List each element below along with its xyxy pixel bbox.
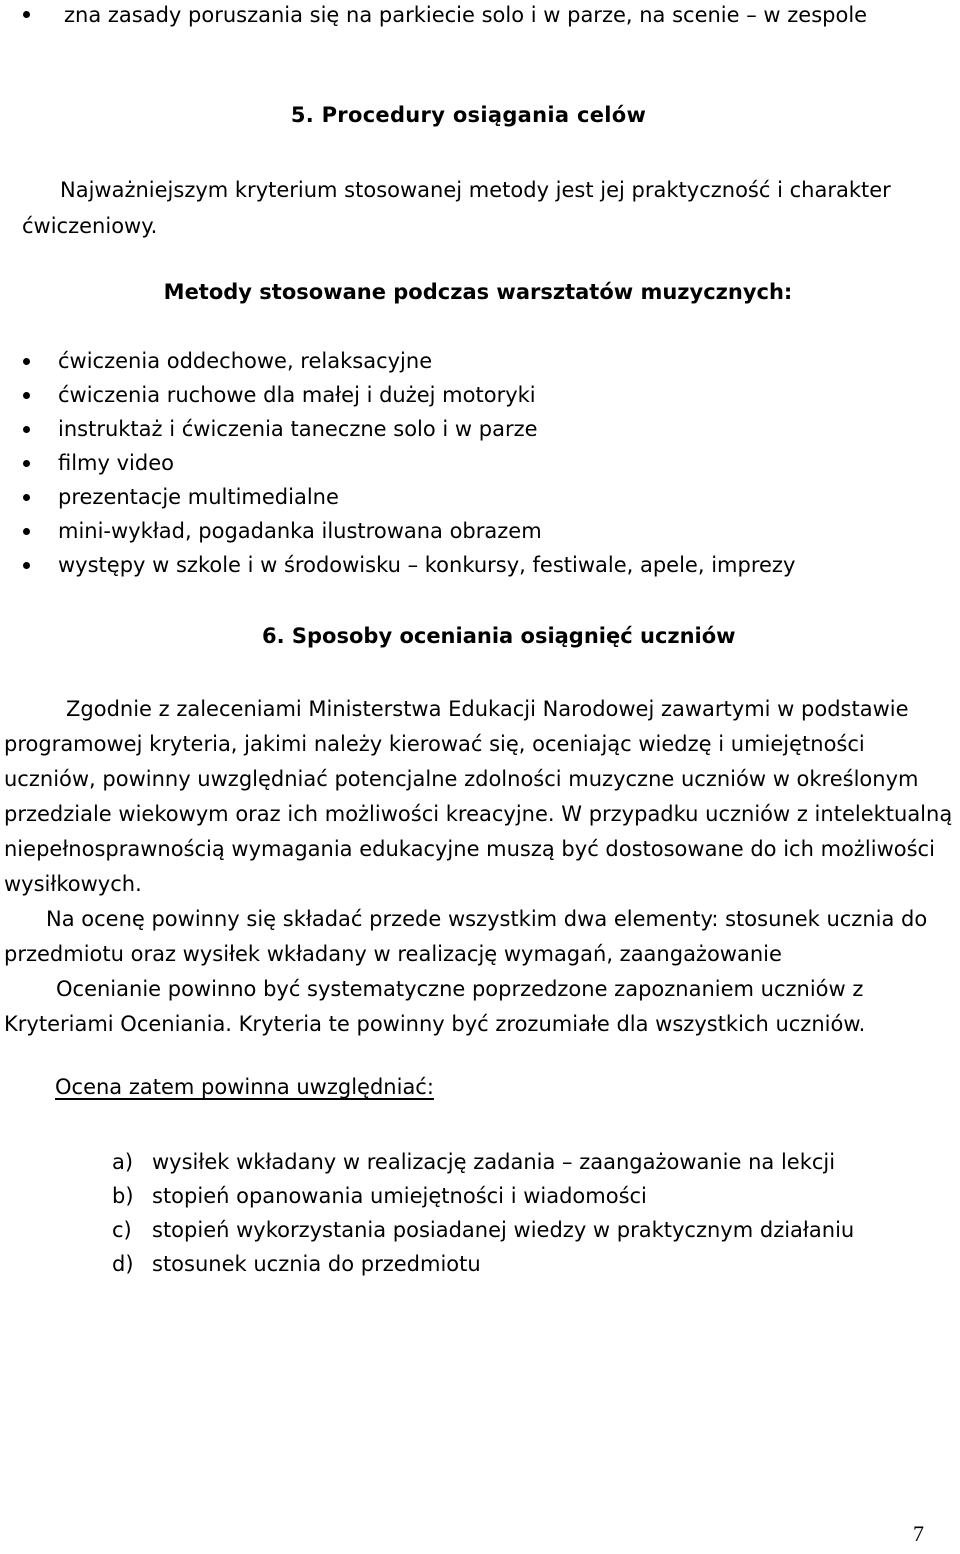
list-item	[0, 344, 960, 378]
bullet-icon	[23, 494, 30, 501]
intro-paragraph: Najważniejszym kryterium stosowanej metody jest jej praktyczność i charakter ćwiczeniowy.	[22, 178, 891, 238]
list-item-text: wysiłek wkładany w realizację zadania – zaangażowanie na lekcji	[152, 1150, 836, 1174]
section-heading-6: 6. Sposoby oceniania osiągnięć uczniów	[262, 624, 736, 648]
methods-heading-text: Metody stosowane podczas warsztatów muzycznych:	[163, 280, 793, 304]
list-item	[0, 1145, 960, 1179]
list-marker: c)	[112, 1218, 132, 1242]
list-item-text: filmy video	[58, 451, 174, 475]
list-item	[0, 480, 960, 514]
section-heading-5	[0, 103, 960, 127]
bullet-icon	[23, 392, 30, 399]
list-item	[0, 378, 960, 412]
list-item	[0, 412, 960, 446]
list-item-text: występy w szkole i w środowisku – konkursy, festiwale, apele, imprezy	[58, 553, 796, 577]
list-marker: a)	[112, 1150, 134, 1174]
list-item-text: instruktaż i ćwiczenia taneczne solo i w parze	[58, 417, 538, 441]
list-item-text: stopień wykorzystania posiadanej wiedzy w praktycznym działaniu	[152, 1218, 855, 1242]
bullet-icon	[23, 528, 30, 535]
list-item-text: stopień opanowania umiejętności i wiadomości	[152, 1184, 647, 1208]
list-marker: d)	[112, 1252, 134, 1276]
bullet-icon	[23, 11, 30, 18]
list-item	[0, 1247, 960, 1281]
assessment-paragraph: Ocenianie powinno być systematyczne poprzedzone zapoznaniem uczniów z Kryteriami Oceniania. Kryteria te powinny być zrozumiałe dla wszystkich uczniów.	[4, 977, 866, 1036]
list-item	[0, 548, 960, 582]
criteria-list	[0, 1145, 960, 1281]
bullet-icon	[23, 426, 30, 433]
list-item	[0, 1179, 960, 1213]
page-number: 7	[913, 1521, 924, 1546]
assessment-text	[4, 692, 958, 1042]
bullet-icon	[23, 460, 30, 467]
assessment-paragraph: Zgodnie z zaleceniami Ministerstwa Edukacji Narodowej zawartymi w podstawie programowej kryteria, jakimi należy kierować się, oceniając wiedzę i umiejętności uczniów, powinny uwzględniać potencjalne zdolności muzyczne uczniów w określonym przedziale wiekowym oraz ich możliwości kreacyjne. W przypadku uczniów z intelektualną niepełnosprawnością wymagania edukacyjne muszą być dostosowane do ich możliwości wysiłkowych.	[4, 697, 953, 896]
methods-heading	[0, 280, 960, 304]
section-heading-5-text: 5. Procedury osiągania celów	[290, 103, 647, 127]
list-item-text: ćwiczenia ruchowe dla małej i dużej motoryki	[58, 383, 536, 407]
list-item-text: ćwiczenia oddechowe, relaksacyjne	[58, 349, 433, 373]
list-item	[0, 446, 960, 480]
criteria-heading: Ocena zatem powinna uwzględniać:	[55, 1075, 434, 1099]
methods-list	[0, 344, 960, 582]
assessment-paragraph: Na ocenę powinny się składać przede wszystkim dwa elementy: stosunek ucznia do przedmiotu oraz wysiłek wkładany w realizację wymagań, zaangażowanie	[4, 907, 928, 966]
bullet-icon	[23, 358, 30, 365]
list-item-text: prezentacje multimedialne	[58, 485, 339, 509]
list-item	[0, 514, 960, 548]
list-item-text: mini-wykład, pogadanka ilustrowana obrazem	[58, 519, 542, 543]
bullet-text: zna zasady poruszania się na parkiecie solo i w parze, na scenie – w zespole	[64, 3, 868, 27]
list-marker: b)	[112, 1184, 134, 1208]
list-item-text: stosunek ucznia do przedmiotu	[152, 1252, 481, 1276]
bullet-icon	[23, 562, 30, 569]
list-item	[0, 1213, 960, 1247]
